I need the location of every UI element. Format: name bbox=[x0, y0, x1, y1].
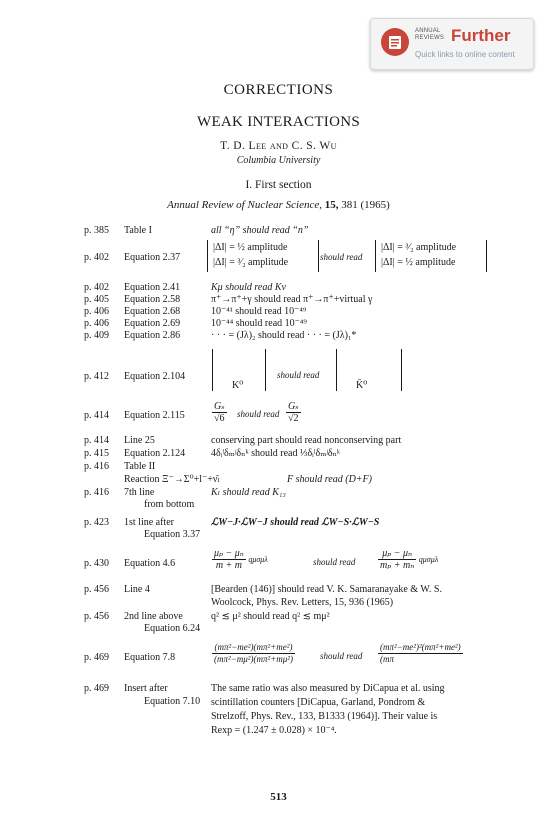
location: Equation 2.115 bbox=[124, 410, 185, 421]
insert-text-line: Strelzoff, Phys. Rev., 133, B1333 (1964)]. Their value is bbox=[211, 711, 438, 722]
page-ref: p. 414 bbox=[84, 410, 109, 421]
page-ref: p. 416 bbox=[84, 487, 109, 498]
fraction-right: $\frac{\text{(mπ²−me²)²(mπ²+me²)}}{(m\pi}$ bbox=[380, 642, 461, 664]
equation-line: |ΔI| = ³⁄₂ amplitude bbox=[381, 242, 457, 253]
fraction-left: $\frac{\text{μₚ − μₙ}}{m + m}$ qμσμλ bbox=[214, 548, 268, 571]
affiliation: Columbia University bbox=[236, 155, 321, 166]
correction-text: Kμ should read Kν bbox=[211, 282, 286, 293]
page-ref: p. 469 bbox=[84, 652, 109, 663]
location: Equation 2.41 bbox=[124, 282, 181, 293]
correction-text: · · · = (Jλ)₂ should read · · · = (Jλ)₁* bbox=[211, 330, 357, 341]
correction-text: Kₗ should read K₁₃ bbox=[211, 487, 286, 498]
page-ref: p. 406 bbox=[84, 318, 109, 329]
fraction-left: $\frac{\text{Gₛ}}{√6}$ bbox=[214, 401, 225, 424]
location: Reaction Ξ⁻→Σ⁰+l⁻+ν̄ₗ bbox=[124, 474, 220, 485]
location: Equation 4.6 bbox=[124, 558, 176, 569]
correction-text: 4δᵢˡδₘʲδₙᵏ should read ⅓δᵢˡδₘʲδₙᵏ bbox=[211, 448, 341, 459]
correction-text: ℒW−J·ℒW−J should read ℒW−S·ℒW−S bbox=[211, 517, 380, 528]
location: Insert after bbox=[124, 683, 168, 694]
page-ref: p. 416 bbox=[84, 461, 109, 472]
location: 7th line bbox=[124, 487, 155, 498]
equation-line: |ΔI| = ³⁄₂ amplitude bbox=[213, 257, 289, 268]
page-ref: p. 456 bbox=[84, 584, 109, 595]
location: Equation 2.69 bbox=[124, 318, 181, 329]
location: 1st line after bbox=[124, 517, 174, 528]
correction-text: [Bearden (146)] should read V. K. Samaranayake & W. S. bbox=[211, 584, 442, 595]
should-read-label: should read bbox=[320, 651, 363, 661]
corrections-heading: CORRECTIONS bbox=[223, 82, 334, 98]
section-heading: I. First section bbox=[245, 179, 312, 191]
location: Equation 7.8 bbox=[124, 652, 176, 663]
page-number: 513 bbox=[270, 791, 287, 803]
correction-text: Woolcock, Phys. Rev. Letters, 15, 936 (1965) bbox=[211, 597, 394, 608]
fraction-right: $\frac{\text{μₚ − μₙ}}{\text{mₚ + mₙ}}$ qμσμλ bbox=[380, 548, 439, 571]
matrix-entry: K̄⁰ bbox=[356, 380, 368, 391]
page-ref: p. 405 bbox=[84, 294, 109, 305]
correction-text: π⁺→π⁺+γ should read π⁺→π⁺+virtual γ bbox=[211, 294, 373, 305]
insert-text-line: The same ratio was also measured by DiCapua et al. using bbox=[211, 683, 445, 694]
annual-reviews-logo-icon bbox=[381, 28, 409, 56]
article-title: WEAK INTERACTIONS bbox=[197, 114, 360, 130]
page-ref: p. 385 bbox=[84, 225, 109, 236]
journal-citation: Annual Review of Nuclear Science, 15, 381 (1965) bbox=[167, 199, 390, 211]
location: Equation 2.86 bbox=[124, 330, 181, 341]
page-ref: p. 456 bbox=[84, 611, 109, 622]
should-read-label: should read bbox=[277, 370, 320, 380]
page-ref: p. 423 bbox=[84, 517, 109, 528]
location: Equation 2.104 bbox=[124, 371, 186, 382]
further-links-badge[interactable] bbox=[370, 18, 534, 70]
location-cont: Equation 7.10 bbox=[144, 696, 201, 707]
location-cont: from bottom bbox=[144, 499, 195, 510]
correction-text: 10⁻⁴¹ should read 10⁻⁴⁹ bbox=[211, 306, 307, 317]
correction-text: all “η” should read “n” bbox=[211, 225, 309, 236]
page-ref: p. 409 bbox=[84, 330, 109, 341]
insert-text-line: scintillation counters [DiCapua, Garland, Pondrom & bbox=[211, 697, 426, 708]
location: Equation 2.58 bbox=[124, 294, 181, 305]
page-ref: p. 430 bbox=[84, 558, 109, 569]
correction-text: F should read (D+F) bbox=[287, 474, 372, 485]
insert-text-line: Rexp = (1.247 ± 0.028) × 10⁻⁴. bbox=[211, 725, 337, 736]
page-ref: p. 406 bbox=[84, 306, 109, 317]
correction-text: 10⁻⁴⁴ should read 10⁻⁴⁹ bbox=[211, 318, 307, 329]
location: Equation 2.68 bbox=[124, 306, 181, 317]
right-matrix-bracket bbox=[336, 349, 402, 391]
matrix-entry: K⁰ bbox=[232, 380, 244, 391]
should-read-label: should read bbox=[237, 409, 280, 419]
location: Equation 2.37 bbox=[124, 252, 181, 263]
page-ref: p. 414 bbox=[84, 435, 109, 446]
page-ref: p. 402 bbox=[84, 252, 109, 263]
location: Table II bbox=[124, 461, 156, 472]
page-ref: p. 412 bbox=[84, 371, 109, 382]
should-read-label: should read bbox=[313, 557, 356, 567]
fraction-left: $\frac{\text{(mπ²−me²)(mπ²+me²)}}{\text{(mπ²−mμ²)(mπ²+mμ²)}}$ bbox=[214, 642, 293, 664]
location: Equation 2.124 bbox=[124, 448, 186, 459]
location-cont: Equation 6.24 bbox=[144, 623, 201, 634]
location: Line 25 bbox=[124, 435, 155, 446]
location: Table I bbox=[124, 225, 152, 236]
correction-text: conserving part should read nonconserving part bbox=[211, 435, 402, 446]
page-ref: p. 469 bbox=[84, 683, 109, 694]
correction-text: q² ≲ μ² should read q² ≲ mμ² bbox=[211, 611, 330, 622]
page-ref: p. 415 bbox=[84, 448, 109, 459]
equation-line: |ΔI| = ½ amplitude bbox=[381, 257, 456, 268]
further-label: Further bbox=[451, 26, 511, 45]
location-cont: Equation 3.37 bbox=[144, 529, 201, 540]
equation-line: |ΔI| = ½ amplitude bbox=[213, 242, 288, 253]
location: Line 4 bbox=[124, 584, 150, 595]
page-ref: p. 402 bbox=[84, 282, 109, 293]
annual-reviews-wordmark: ANNUAL REVIEWS bbox=[415, 28, 445, 41]
should-read-label: should read bbox=[320, 252, 363, 262]
authors: T. D. Lee and C. S. Wu bbox=[220, 140, 337, 152]
location: 2nd line above bbox=[124, 611, 183, 622]
quick-links-label: Quick links to online content bbox=[415, 50, 515, 59]
fraction-right: $\frac{\text{Gₛ}}{√2}$ bbox=[288, 401, 299, 424]
